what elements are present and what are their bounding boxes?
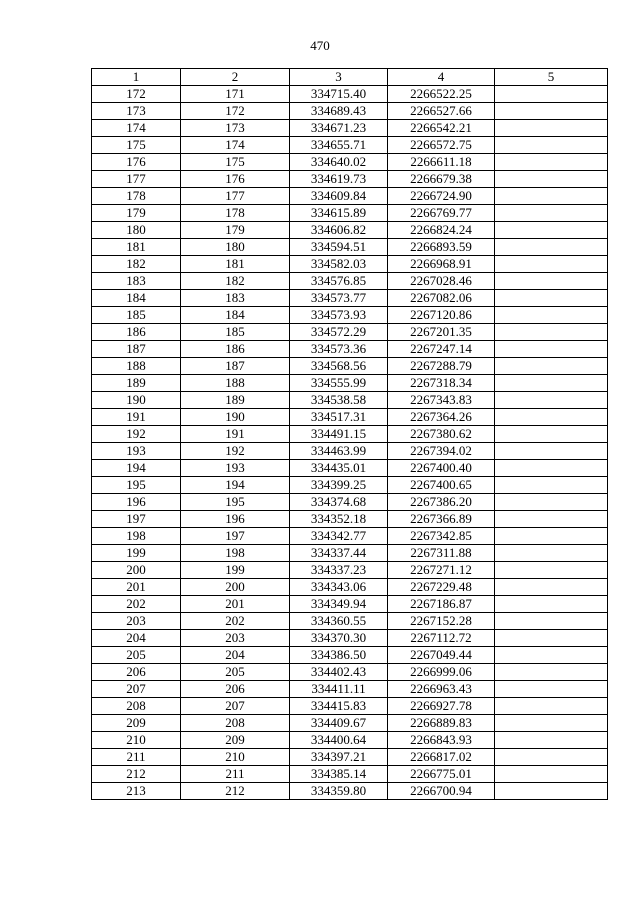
table-cell (495, 681, 608, 698)
table-cell (495, 120, 608, 137)
table-row (92, 409, 608, 426)
table-cell: 194 (92, 460, 181, 477)
table-cell: 203 (92, 613, 181, 630)
table-cell: 334360.55 (290, 613, 388, 630)
table-row (92, 443, 608, 460)
table-cell: 2267386.20 (388, 494, 495, 511)
table-row (92, 188, 608, 205)
table-cell: 177 (181, 188, 290, 205)
table-row (92, 86, 608, 103)
table-cell: 334463.99 (290, 443, 388, 460)
table-cell: 200 (181, 579, 290, 596)
table-cell: 2267201.35 (388, 324, 495, 341)
table-cell: 2266927.78 (388, 698, 495, 715)
table-cell (495, 188, 608, 205)
table-cell (495, 579, 608, 596)
table-cell: 2266893.59 (388, 239, 495, 256)
table-cell (495, 698, 608, 715)
table-cell: 172 (92, 86, 181, 103)
table-cell: 334415.83 (290, 698, 388, 715)
table-cell: 174 (92, 120, 181, 137)
table-cell: 2266700.94 (388, 783, 495, 800)
table-cell (495, 358, 608, 375)
table-cell: 334573.77 (290, 290, 388, 307)
table-cell: 2267318.34 (388, 375, 495, 392)
table-cell (495, 205, 608, 222)
table-cell: 2266527.66 (388, 103, 495, 120)
table-cell: 181 (181, 256, 290, 273)
table-row (92, 103, 608, 120)
table-cell: 2267366.89 (388, 511, 495, 528)
table-cell: 2266679.38 (388, 171, 495, 188)
table-row (92, 647, 608, 664)
table-cell: 334399.25 (290, 477, 388, 494)
table-cell (495, 783, 608, 800)
table-cell (495, 239, 608, 256)
table-cell (495, 154, 608, 171)
table-cell: 188 (181, 375, 290, 392)
table-cell: 188 (92, 358, 181, 375)
table-cell: 192 (92, 426, 181, 443)
table-cell: 190 (181, 409, 290, 426)
table-cell: 198 (181, 545, 290, 562)
table-cell: 2267380.62 (388, 426, 495, 443)
table-cell: 334594.51 (290, 239, 388, 256)
table-row (92, 154, 608, 171)
table-cell: 186 (92, 324, 181, 341)
table-cell: 182 (181, 273, 290, 290)
table-cell: 2267247.14 (388, 341, 495, 358)
table-cell: 2267271.12 (388, 562, 495, 579)
table-cell: 172 (181, 103, 290, 120)
table-cell: 334576.85 (290, 273, 388, 290)
table-cell: 334374.68 (290, 494, 388, 511)
table-cell: 179 (181, 222, 290, 239)
table-cell (495, 307, 608, 324)
table-cell: 212 (181, 783, 290, 800)
table-cell: 2267186.87 (388, 596, 495, 613)
table-row (92, 358, 608, 375)
table-cell: 2267311.88 (388, 545, 495, 562)
table-cell (495, 715, 608, 732)
table-cell: 204 (92, 630, 181, 647)
table-cell: 334337.23 (290, 562, 388, 579)
table-cell: 211 (92, 749, 181, 766)
table-cell: 2266522.25 (388, 86, 495, 103)
table-cell (495, 664, 608, 681)
table-cell: 176 (181, 171, 290, 188)
table-cell: 2266769.77 (388, 205, 495, 222)
table-cell: 189 (92, 375, 181, 392)
table-cell: 202 (92, 596, 181, 613)
table-cell: 334400.64 (290, 732, 388, 749)
table-row (92, 715, 608, 732)
table-cell: 334615.89 (290, 205, 388, 222)
table-cell: 334555.99 (290, 375, 388, 392)
table-cell (495, 477, 608, 494)
table-cell: 175 (92, 137, 181, 154)
table-cell (495, 426, 608, 443)
table-row (92, 171, 608, 188)
table-cell (495, 494, 608, 511)
table-cell (495, 562, 608, 579)
table-cell: 184 (92, 290, 181, 307)
table-row (92, 766, 608, 783)
table-row (92, 511, 608, 528)
table-cell: 334671.23 (290, 120, 388, 137)
table-cell (495, 647, 608, 664)
table-cell: 203 (181, 630, 290, 647)
table-cell: 184 (181, 307, 290, 324)
table-cell: 200 (92, 562, 181, 579)
table-cell: 182 (92, 256, 181, 273)
table-row (92, 324, 608, 341)
table-cell: 204 (181, 647, 290, 664)
table-cell: 208 (181, 715, 290, 732)
table-cell: 183 (92, 273, 181, 290)
table-cell: 334715.40 (290, 86, 388, 103)
table-cell: 212 (92, 766, 181, 783)
table-cell: 2267082.06 (388, 290, 495, 307)
table-cell: 201 (181, 596, 290, 613)
table-cell (495, 409, 608, 426)
table-cell: 198 (92, 528, 181, 545)
table-cell: 210 (92, 732, 181, 749)
page-number: 470 (310, 38, 330, 53)
table-row (92, 290, 608, 307)
table-cell: 2267288.79 (388, 358, 495, 375)
table-cell: 192 (181, 443, 290, 460)
table-row (92, 426, 608, 443)
table-cell: 195 (181, 494, 290, 511)
table-row (92, 545, 608, 562)
table-cell: 202 (181, 613, 290, 630)
table-cell (495, 545, 608, 562)
table-cell (495, 86, 608, 103)
table-cell (495, 341, 608, 358)
table-cell: 2267120.86 (388, 307, 495, 324)
table-cell: 205 (92, 647, 181, 664)
table-cell: 2266843.93 (388, 732, 495, 749)
table-cell (495, 528, 608, 545)
table-cell (495, 273, 608, 290)
table-cell: 334359.80 (290, 783, 388, 800)
table-row (92, 477, 608, 494)
table-cell: 334411.11 (290, 681, 388, 698)
table-cell: 2267364.26 (388, 409, 495, 426)
table-cell: 334609.84 (290, 188, 388, 205)
table-cell: 208 (92, 698, 181, 715)
table-cell: 179 (92, 205, 181, 222)
table-row (92, 205, 608, 222)
table-cell: 197 (92, 511, 181, 528)
table-row (92, 698, 608, 715)
table-cell: 334655.71 (290, 137, 388, 154)
table-cell: 2267343.83 (388, 392, 495, 409)
table-cell: 334640.02 (290, 154, 388, 171)
table-cell: 190 (92, 392, 181, 409)
table-cell: 205 (181, 664, 290, 681)
table-row (92, 613, 608, 630)
table-cell: 194 (181, 477, 290, 494)
table-cell: 185 (181, 324, 290, 341)
table-cell: 334491.15 (290, 426, 388, 443)
table-cell (495, 324, 608, 341)
table-cell: 211 (181, 766, 290, 783)
table-cell: 186 (181, 341, 290, 358)
table-cell: 334435.01 (290, 460, 388, 477)
table-row (92, 239, 608, 256)
table-cell: 334370.30 (290, 630, 388, 647)
table-cell: 176 (92, 154, 181, 171)
table-cell: 2267400.40 (388, 460, 495, 477)
table-cell: 2267028.46 (388, 273, 495, 290)
table-cell: 334397.21 (290, 749, 388, 766)
table-row (92, 732, 608, 749)
table-cell: 2266999.06 (388, 664, 495, 681)
table-cell: 334606.82 (290, 222, 388, 239)
table-cell: 334342.77 (290, 528, 388, 545)
table-cell: 2266572.75 (388, 137, 495, 154)
table-cell (495, 171, 608, 188)
table-cell: 334689.43 (290, 103, 388, 120)
table-cell: 196 (181, 511, 290, 528)
table-cell: 334385.14 (290, 766, 388, 783)
table-row (92, 783, 608, 800)
table-cell: 2266824.24 (388, 222, 495, 239)
table-cell: 334352.18 (290, 511, 388, 528)
table-cell: 334572.29 (290, 324, 388, 341)
table-cell: 199 (181, 562, 290, 579)
table-row (92, 562, 608, 579)
table-cell: 334343.06 (290, 579, 388, 596)
table-cell: 180 (92, 222, 181, 239)
table-cell: 2266542.21 (388, 120, 495, 137)
table-cell: 2267342.85 (388, 528, 495, 545)
table-cell: 2266611.18 (388, 154, 495, 171)
table-row (92, 222, 608, 239)
column-header: 2 (181, 69, 290, 86)
table-cell: 334409.67 (290, 715, 388, 732)
table-cell: 334517.31 (290, 409, 388, 426)
table-row (92, 579, 608, 596)
table-cell: 196 (92, 494, 181, 511)
table-cell: 185 (92, 307, 181, 324)
table-cell: 2266963.43 (388, 681, 495, 698)
table-cell: 173 (92, 103, 181, 120)
table-cell: 2267229.48 (388, 579, 495, 596)
coordinates-table (91, 68, 608, 800)
table-cell (495, 596, 608, 613)
table-cell: 209 (181, 732, 290, 749)
table-cell: 197 (181, 528, 290, 545)
table-header-row (92, 69, 608, 86)
table-cell: 334402.43 (290, 664, 388, 681)
table-cell: 2266724.90 (388, 188, 495, 205)
table-cell: 173 (181, 120, 290, 137)
table-cell: 191 (92, 409, 181, 426)
table-cell: 183 (181, 290, 290, 307)
column-header: 5 (495, 69, 608, 86)
table-cell: 334386.50 (290, 647, 388, 664)
table-row (92, 273, 608, 290)
column-header: 3 (290, 69, 388, 86)
table-cell: 171 (181, 86, 290, 103)
table-cell: 334573.36 (290, 341, 388, 358)
table-cell (495, 443, 608, 460)
table-cell (495, 749, 608, 766)
table-cell (495, 766, 608, 783)
table-cell: 189 (181, 392, 290, 409)
table-cell (495, 375, 608, 392)
table-cell (495, 222, 608, 239)
table-cell: 2267049.44 (388, 647, 495, 664)
table-cell: 191 (181, 426, 290, 443)
table-cell: 175 (181, 154, 290, 171)
table-row (92, 528, 608, 545)
table-cell: 334337.44 (290, 545, 388, 562)
table-cell (495, 460, 608, 477)
table-cell: 180 (181, 239, 290, 256)
table-row (92, 749, 608, 766)
table-cell: 207 (181, 698, 290, 715)
table-cell (495, 613, 608, 630)
table-cell: 334349.94 (290, 596, 388, 613)
table-cell: 201 (92, 579, 181, 596)
table-cell: 213 (92, 783, 181, 800)
table-cell: 207 (92, 681, 181, 698)
table-row (92, 307, 608, 324)
table-cell: 178 (92, 188, 181, 205)
table-cell (495, 103, 608, 120)
table-cell: 334538.58 (290, 392, 388, 409)
table-cell: 181 (92, 239, 181, 256)
table-cell: 206 (181, 681, 290, 698)
table-row (92, 494, 608, 511)
table-cell: 174 (181, 137, 290, 154)
table-row (92, 596, 608, 613)
table-cell (495, 511, 608, 528)
table-cell: 334619.73 (290, 171, 388, 188)
table-row (92, 392, 608, 409)
table-cell: 334573.93 (290, 307, 388, 324)
table-row (92, 341, 608, 358)
table-cell: 206 (92, 664, 181, 681)
table-row (92, 256, 608, 273)
table-cell: 2266889.83 (388, 715, 495, 732)
table-row (92, 681, 608, 698)
table-cell: 2267152.28 (388, 613, 495, 630)
table-cell (495, 392, 608, 409)
table-cell: 209 (92, 715, 181, 732)
table-row (92, 664, 608, 681)
table-cell: 178 (181, 205, 290, 222)
table-row (92, 137, 608, 154)
table-row (92, 120, 608, 137)
table-cell: 187 (181, 358, 290, 375)
table-cell (495, 137, 608, 154)
table-cell: 199 (92, 545, 181, 562)
table-cell: 193 (92, 443, 181, 460)
table-cell: 334582.03 (290, 256, 388, 273)
table-cell: 193 (181, 460, 290, 477)
table-cell (495, 290, 608, 307)
table-cell: 2266817.02 (388, 749, 495, 766)
table-cell: 187 (92, 341, 181, 358)
table-row (92, 375, 608, 392)
table-body (92, 86, 608, 800)
table-cell: 2267112.72 (388, 630, 495, 647)
column-header: 1 (92, 69, 181, 86)
table-row (92, 630, 608, 647)
table-cell (495, 630, 608, 647)
table-row (92, 460, 608, 477)
table-cell: 2266968.91 (388, 256, 495, 273)
table-cell: 195 (92, 477, 181, 494)
table-cell (495, 256, 608, 273)
column-header: 4 (388, 69, 495, 86)
table-cell: 210 (181, 749, 290, 766)
table-cell: 2266775.01 (388, 766, 495, 783)
table-cell: 334568.56 (290, 358, 388, 375)
table-cell (495, 732, 608, 749)
table-cell: 2267400.65 (388, 477, 495, 494)
table-cell: 2267394.02 (388, 443, 495, 460)
table-cell: 177 (92, 171, 181, 188)
